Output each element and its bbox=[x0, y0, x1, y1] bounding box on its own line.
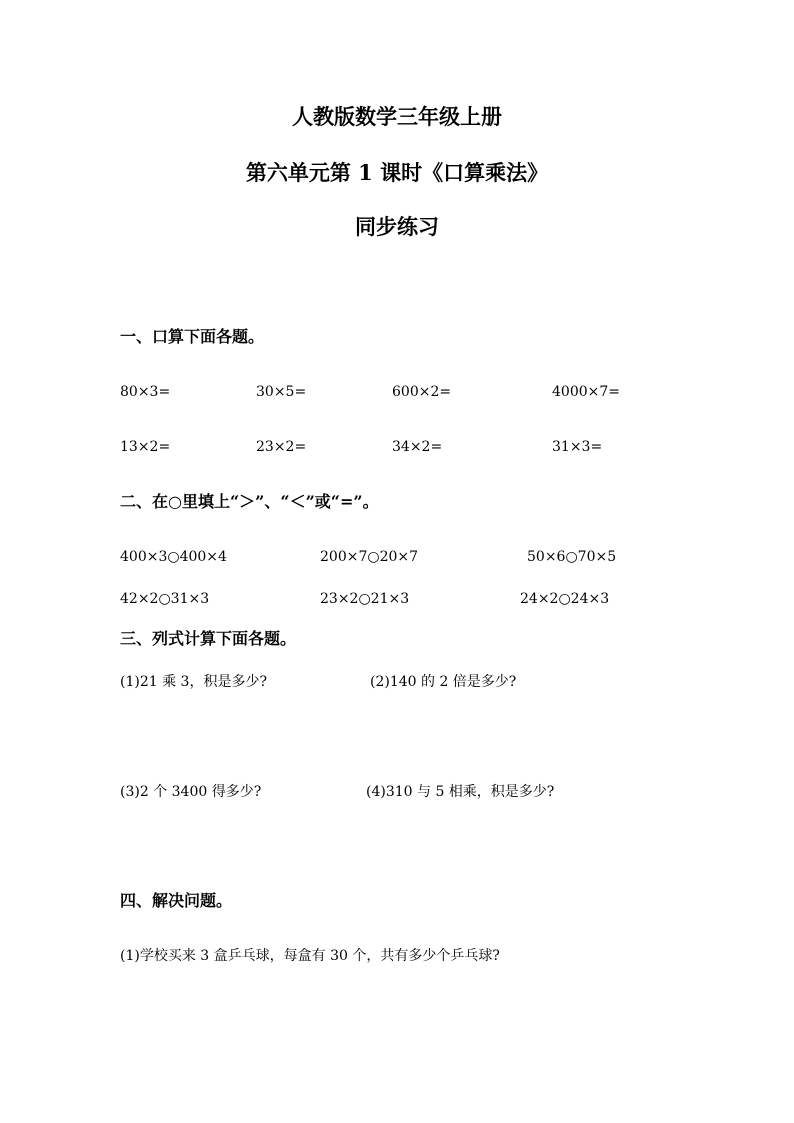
lesson-subtitle: 第六单元第 1 课时《口算乘法》 bbox=[245, 160, 549, 185]
section-1-heading: 一、口算下面各题。 bbox=[120, 327, 265, 346]
word-calc-question: (2)140 的 2 倍是多少? bbox=[370, 674, 517, 690]
mental-math-item: 600×2= bbox=[392, 384, 452, 400]
compare-item: 42×2○31×3 bbox=[120, 591, 210, 607]
mental-math-item: 34×2= bbox=[392, 439, 443, 455]
mental-math-item: 30×5= bbox=[256, 384, 307, 400]
section-2-heading: 二、在○里填上“＞”、“＜”或“=”。 bbox=[120, 492, 379, 511]
mental-math-item: 4000×7= bbox=[552, 384, 620, 400]
section-3-heading: 三、列式计算下面各题。 bbox=[120, 629, 297, 648]
mental-math-item: 31×3= bbox=[552, 439, 603, 455]
compare-item: 200×7○20×7 bbox=[320, 549, 419, 565]
word-calc-question: (1)21 乘 3，积是多少? bbox=[120, 674, 267, 690]
word-calc-question: (4)310 与 5 相乘，积是多少? bbox=[366, 784, 555, 800]
compare-item: 24×2○24×3 bbox=[520, 591, 610, 607]
mental-math-item: 23×2= bbox=[256, 439, 307, 455]
page-title: 人教版数学三年级上册 bbox=[292, 104, 502, 129]
compare-item: 50×6○70×5 bbox=[527, 549, 617, 565]
practice-label: 同步练习 bbox=[355, 214, 439, 239]
section-4-heading: 四、解决问题。 bbox=[120, 891, 233, 910]
mental-math-item: 13×2= bbox=[120, 439, 171, 455]
word-calc-question: (3)2 个 3400 得多少? bbox=[120, 784, 262, 800]
compare-item: 400×3○400×4 bbox=[120, 549, 227, 565]
word-problem: (1)学校买来 3 盒乒乓球，每盒有 30 个，共有多少个乒乓球? bbox=[120, 948, 500, 964]
mental-math-item: 80×3= bbox=[120, 384, 171, 400]
compare-item: 23×2○21×3 bbox=[320, 591, 410, 607]
